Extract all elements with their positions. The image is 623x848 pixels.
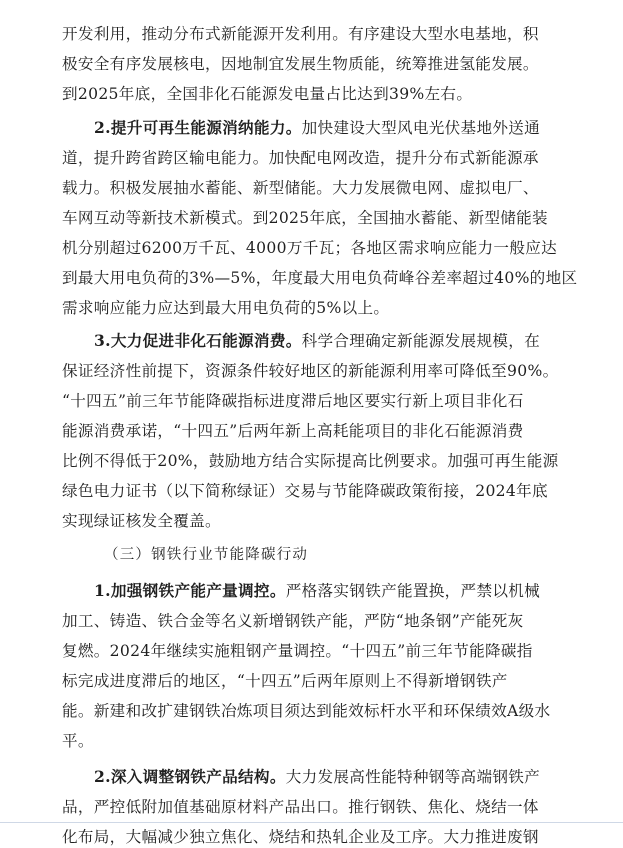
text-line xyxy=(62,670,582,692)
text: 需求响应能力应达到最大用电负荷的5%以上。 xyxy=(62,298,390,317)
text-line xyxy=(62,700,582,722)
text-line xyxy=(62,207,582,229)
text: （三）钢铁行业节能降碳行动 xyxy=(104,546,309,563)
text: 到2025年底，全国非化石能源发电量占比达到39%左右。 xyxy=(62,84,473,103)
text: 到最大用电负荷的3%—5%，年度最大用电负荷峰谷差率超过40%的地区 xyxy=(62,268,578,287)
item-heading: 2.深入调整钢铁产品结构。 xyxy=(94,766,286,786)
text-line xyxy=(62,510,582,532)
text: 车网互动等新技术新模式。到2025年底，全国抽水蓄能、新型储能装 xyxy=(62,208,548,227)
text: 加工、铸造、铁合金等名义新增钢铁产能，严防“地条钢”产能死灰 xyxy=(62,611,524,630)
text-line xyxy=(94,330,614,352)
text: 机分别超过6200万千瓦、4000万千瓦；各地区需求响应能力一般应达 xyxy=(62,238,558,257)
text-line xyxy=(62,796,582,818)
text-line xyxy=(62,23,582,45)
text: 比例不得低于20%，鼓励地方结合实际提高比例要求。加强可再生能源 xyxy=(62,451,559,470)
item-heading: 1.加强钢铁产能产量调控。 xyxy=(94,580,286,600)
text-line xyxy=(62,450,582,472)
text: 品，严控低附加值基础原材料产品出口。推行钢铁、焦化、烧结一体 xyxy=(62,797,539,816)
text: 严格落实钢铁产能置换，严禁以机械 xyxy=(285,581,541,600)
text-line xyxy=(62,83,582,105)
item-heading: 2.提升可再生能源消纳能力。 xyxy=(94,117,302,137)
item-heading: 3.大力促进非化石能源消费。 xyxy=(94,330,302,350)
text-line xyxy=(62,610,582,632)
text-line xyxy=(62,480,582,502)
text-line xyxy=(94,766,614,788)
text-line xyxy=(94,117,614,139)
text: 能源消费承诺，“十四五”后两年新上高耗能项目的非化石能源消费 xyxy=(62,421,524,440)
text: 绿色电力证书（以下简称绿证）交易与节能降碳政策衔接，2024年底 xyxy=(62,481,548,500)
text-line xyxy=(62,360,582,382)
text: 实现绿证核发全覆盖。 xyxy=(62,511,221,530)
text: 道，提升跨省跨区输电能力。加快配电网改造，提升分布式新能源承 xyxy=(62,148,539,167)
text: “十四五”前三年节能降碳指标进度滞后地区要实行新上项目非化石 xyxy=(62,391,524,410)
text-line xyxy=(62,730,582,752)
text: 大力发展高性能特种钢等高端钢铁产 xyxy=(285,767,541,786)
text: 复燃。2024年继续实施粗钢产量调控。“十四五”前三年节能降碳指 xyxy=(62,641,533,660)
text: 载力。积极发展抽水蓄能、新型储能。大力发展微电网、虚拟电厂、 xyxy=(62,178,539,197)
text: 保证经济性前提下，资源条件较好地区的新能源利用率可降低至90%。 xyxy=(62,361,559,380)
text-line xyxy=(62,640,582,662)
text-line xyxy=(62,237,582,259)
section-heading xyxy=(104,544,623,566)
text-line xyxy=(62,147,582,169)
page-bottom-divider xyxy=(0,822,623,823)
text-line xyxy=(62,53,582,75)
text-line xyxy=(62,177,582,199)
text: 开发利用，推动分布式新能源开发利用。有序建设大型水电基地，积 xyxy=(62,24,539,43)
text: 加快建设大型风电光伏基地外送通 xyxy=(301,118,541,137)
text: 化布局，大幅减少独立焦化、烧结和热轧企业及工序。大力推进废钢 xyxy=(62,827,539,846)
text-line xyxy=(62,390,582,412)
text: 科学合理确定新能源发展规模，在 xyxy=(301,331,541,350)
text: 极安全有序发展核电，因地制宜发展生物质能，统筹推进氢能发展。 xyxy=(62,54,539,73)
text-line xyxy=(62,297,582,319)
text-line xyxy=(94,580,614,602)
text: 能。新建和改扩建钢铁冶炼项目须达到能效标杆水平和环保绩效A级水 xyxy=(62,701,551,720)
text-line xyxy=(62,420,582,442)
text: 标完成进度滞后的地区，“十四五”后两年原则上不得新增钢铁产 xyxy=(62,671,508,690)
text-line xyxy=(62,267,582,289)
text: 平。 xyxy=(62,731,94,750)
text-line xyxy=(62,826,582,848)
